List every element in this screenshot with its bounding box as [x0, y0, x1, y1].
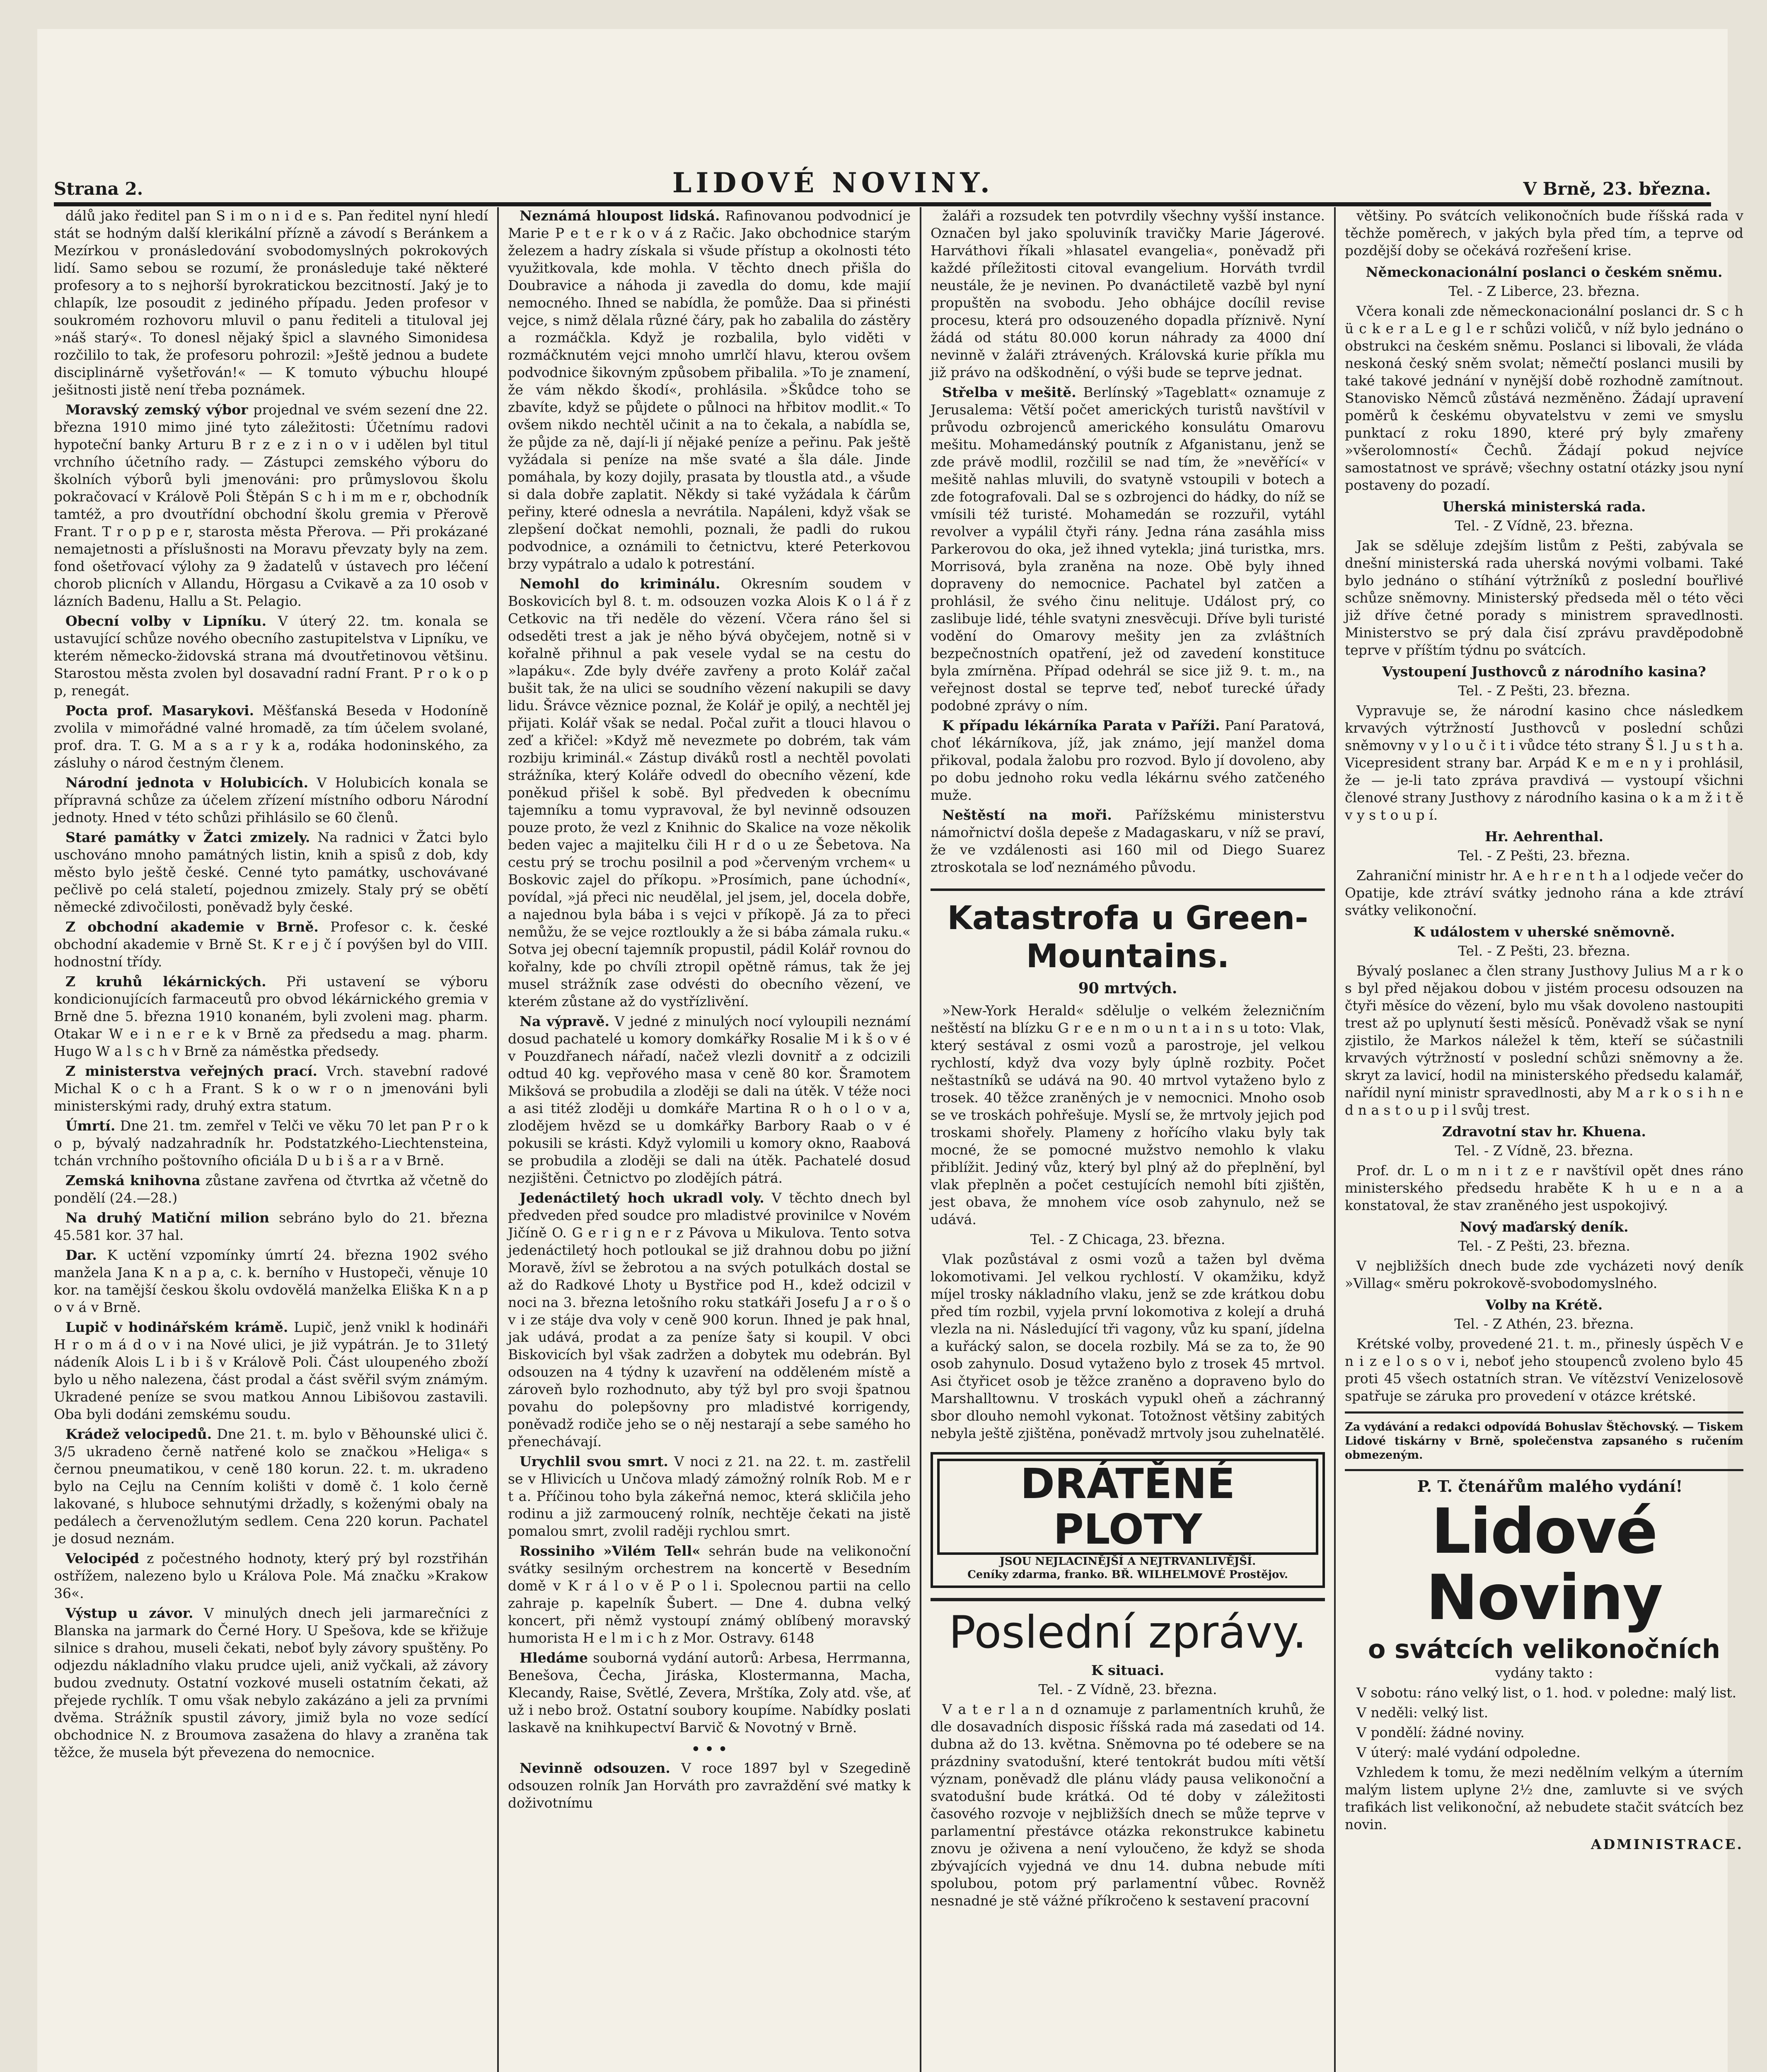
- article-heading: Německonacionální poslanci o českém sněmu.: [1366, 264, 1723, 280]
- article-text: »New-York Herald« sdělulje o velkém železničním neštěstí na blízku G r e e n m o u n t a i n s u toto: Vlak, který sestával z osmi vozů a parostroje, jel velkou rychlostí, když dva vozy byly úplně rozbity. Počet neštastníků se udává na 90. 40 mrtvol vytaženo bylo z trosek. 40 těžce zraněných je v nemocnici. Mnoho osob se ve troskách pohřešuje. Myslí se, že mrtvoly jejich pod troskami shořely. Plameny z hořícího vlaku byly tak mocné, že se pomocné mužstvo nemohlo k vlaku přiblížit. Jediný vůz, který byl plný až do přeplnění, byl vlak přeplněn a počet cestujících nemohl bíti zjištěn, jest obava, že mnohem více osob zahynulo, než se udává.: [931, 1002, 1325, 1227]
- article-text: Berlínský »Tageblatt« oznamuje z Jerusalema: Větší počet amerických turistů navštívil v průvodu ozbrojenců amerického konsulátu Omarovu mešitu. Mohamedánský poutník z Afganistanu, jenž se zde právě modlil, rozčilil se nad tím, že »nevěřící« v mešitě nahlas mluvili, do svatyně vstoupili v botech a zde fotografovali. Dal se s ozbrojenci do hádky, do níž se vmísili též turisté. Mohamedán se rozzuřil, vytáhl revolver a vypálil čtyři rány. Jedna rána zasáhla miss Parkerovou do oka, jež ihned vytekla; jiná turistka, mrs. Morrisová, byla zraněna na noze. Obě byly ihned dopraveny do nemocnice. Pachatel byl zatčen a prohlásil, že svého činu nelituje. Událost prý, co zaslibuje lidé, téhle svatyni znesvěcuji. Dříve byli turisté vodění do Omarovy mešity jen za zvláštních bezpečnostních opatření, jež od zavedení konstituce byla zmírněna. Případ odehrál se sice již 9. t. m., na veřejnost dostal se teprve teď, neboť turecké úřady podobné zprávy o ním.: [931, 384, 1325, 714]
- article-text: Jak se sděluje zdejším listům z Pešti, zabývala se dnešní ministerská rada uherská novými volbami. Také bylo jednáno o stíhání výtržníků z poslední bouřlivé schůze sněmovny. Ministerský předseda měl o této věci již dříve četné porady s ministrem spravedlnosti. Ministerstvo se prý dala čisí zprávu pravděpodobně teprve v příštím týdnu po svátcích.: [1345, 537, 1743, 658]
- article-heading: Vystoupení Justhovců z národního kasina?: [1382, 663, 1706, 680]
- article-text: V noci z 21. na 22. t. m. zastřelil se v Hlivicích u Unčova mladý zámožný rolník Rob. M e r t a. Příčinou toho byla zákeřná nemoc, která skličila jeho rodinu a již zarmoucený rolník, nechtěje čekati na jistě pomalou smrt, zvolil raději rychlou smrt.: [508, 1453, 911, 1539]
- subheadline: K situaci.: [1091, 1662, 1165, 1678]
- article: [508, 1453, 911, 1540]
- article-text: Profesor c. k. české obchodní akademie v Brně St. K r e j č í povýšen byl do VIII. hodnostní třídy.: [54, 919, 488, 970]
- article-text: Při ustavení se výboru kondicionujících farmaceutů pro obvod lékárnického gremia v Brně dne 5. března 1910 konaném, byli zvoleni mag. pharm. Otakar W e i n e r e k v Brně za předsedu a mag. pharm. Hugo W a l s c h v Brně za náměstka předsedy.: [54, 973, 488, 1059]
- newspaper-page: [37, 29, 1743, 2072]
- article: [54, 1172, 488, 1207]
- article-heading: Jedenáctiletý hoch ukradl voly.: [520, 1190, 764, 1206]
- article-text: Vzhledem k tomu, že mezi nedělním velkým a úterním malým listem uplyne 2½ dne, zamluvte si ve svých trafikách list velikonoční, až nebudete stačit svátcích bez novin.: [1345, 1764, 1743, 1832]
- divider: [1345, 1469, 1743, 1471]
- telegram-line: Tel. - Z Vídně, 23. března.: [1455, 1143, 1634, 1159]
- article-text: V a t e r l a n d oznamuje z parlamentních kruhů, že dle dosavadních disposic říšská rada má zasedati od 14. dubna až do 13. května. Sněmovna po té odebere se na prázdniny svatodušní, které tentokrát budou míti větší význam, poněvadž dle plánu vlády pausa velikonoční a svatodušní bude krátká. Od té doby v záležitosti časového rozvoje v nejbližších dnech se může teprve v parlamentní přestávce otázka rekonstrukce kabinetu znovu je oživena a není vyloučeno, že když se shoda zbývajících vyjedná ve dnu 14. dubna nebude míti spolubou, potom prý parlamentní vůbec. Rovněž nesnadné je stě vážné příkročeno k sestavení pracovní: [931, 1701, 1325, 1909]
- article: [54, 1319, 488, 1423]
- article-heading: Zemská knihovna: [65, 1172, 201, 1188]
- article-text: sehrán bude na velikonoční svátky sesilným orchestrem na koncertě v Besedním domě v K r á l o v ě P o l i. Spolecnou partii na cello zahraje p. kapelník Šubert. — Dne 4. dubna velký koncert, při němž vystoupí známý oblíbený moravský humorista H e l m i c h z Mor. Ostravy. 6148: [508, 1543, 911, 1646]
- article-text: Vrch. stavební radové Michal K o c h a Frant. S k o w r o n jmenováni byli ministerskými rady, druhý extra statum.: [54, 1063, 488, 1114]
- article-text: V roce 1897 byl v Szegedině odsouzen rolník Jan Horváth pro zavraždění své matky k doživotnímu: [508, 1760, 911, 1811]
- article: [508, 1013, 911, 1187]
- article-text: většiny. Po svátcích velikonočních bude říšská rada v těchže poměrech, v jakých byla před tím, a teprve od pozdější doby se očekává rozřešení krise.: [1345, 208, 1743, 259]
- article-heading: Krádež velocipedů.: [65, 1426, 212, 1442]
- article-text: V úterý 22. tm. konala se ustavující schůze nového obecního zastupitelstva v Lipníku, ve kterém německo-židovská strana má dvoutřetinovou většinu. Starostou města zvolen byl dosavadní radní Frant. P r o k o p p, renegát.: [54, 613, 488, 699]
- article-text: Zahraniční ministr hr. A e h r e n t h a l odjede večer do Opatije, kde ztráví svátky jednoho rána a kde ztráví svátky velikonoční.: [1345, 867, 1743, 918]
- notice-title-lidove-noviny: Lidové Noviny: [1426, 1496, 1663, 1634]
- article: [54, 1550, 488, 1602]
- article-heading: Národní jednota v Holubicích.: [65, 775, 309, 791]
- imprint: Za vydávání a redakci odpovídá Bohuslav Štěchovský. — Tiskem Lidové tiskárny v Brně, společenstva zapsaného s ručením obmezeným.: [1345, 1421, 1743, 1462]
- article: [54, 401, 488, 610]
- telegram-line: Tel. - Z Liberce, 23. března.: [1448, 283, 1640, 299]
- article: [931, 717, 1325, 804]
- column-2: [497, 207, 920, 2072]
- article-text: souborná vydání autorů: Arbesa, Herrmanna, Benešova, Čecha, Jiráska, Klostermanna, Macha, Klecandy, Raise, Světlé, Zevera, Mrštíka, Zoly atd. vše, ať už i nebo brož. Ostatní soubory koupíme. Nabídky poslati laskavě na knihkupectví Barvič & Novotný v Brně.: [508, 1650, 911, 1736]
- columns: [54, 207, 1743, 2072]
- article-text: Paní Paratová, choť lékárníkova, jíž, jak známo, její manžel doma přikoval, podala žalobu pro rozvod. Bylo jí dovoleno, aby po dobu jednoho roku vedla lékárnu svého zatčeného muže.: [931, 717, 1325, 803]
- column-3: [920, 207, 1334, 2072]
- article-heading: Z ministerstva veřejných prací.: [65, 1063, 317, 1079]
- article-text: Rafinovanou podvodnicí je Marie P e t e r k o v á z Račic. Jako obchodnice starým železem a hadry získala si všude přístup a okolnosti této využitkovala, kde mohla. V těchto dnech přišla do Doubravice a náhoda ji zavedla do domu, kde majií nemocného. Ihned se nabídla, že pomůže. Daa si přinésti vejce, s nimž dělala různé čáry, pak ho zabalila do zástěry a rozmáčkla. Když je rozbalila, bylo viděti v rozmáčknutém vejci mnoho umrlčí hlavu, kterou ovšem podvodnice šikovným způsobem přibalila. »To je znamení, že vám někdo škodí«, prohlásila. »Škůdce toho se zbavíte, když se půjdete o půlnoci na hřbitov modlit.« To ovšem nikdo nechtěl učinit a na to čekala, a nabídla se, že půjde za ně, dají-li jí nějaké peníze a peřinu. Pak ještě vyžádala si peníze na mše svaté a šla dále. Jinde pomáhala, by kozy dojily, prasata by tloustla atd., a všude si dala dobře zaplatit. Někdy si také vyžádala k čárům peřiny, které odnesla a nevrátila. Napáleni, když však se zlepšení dočkat nemohli, poznali, že padli do rukou podvodnice, a oznámili to četnictvu, které Peterkovou brzy vypátralo a udalo k potrestání.: [508, 208, 911, 572]
- article-heading: Pocta prof. Masarykovi.: [65, 702, 254, 719]
- advert-title: DRÁTĚNÉ PLOTY: [937, 1459, 1318, 1555]
- article-heading: Uherská ministerská rada.: [1442, 499, 1646, 515]
- article-heading: Na druhý Matiční milion: [65, 1210, 270, 1226]
- article-heading: K případu lékárníka Parata v Paříži.: [942, 717, 1220, 733]
- article-text: Měšťanská Beseda v Hodoníně zvolila v mimořádné valné hromadě, za tím účelem svolané, prof. dra. T. G. M a s a r y k a, rodáka hodoninského, za zásluhy o národ čestným členem.: [54, 702, 488, 771]
- article-text: Prof. dr. L o m n i t z e r navštívil opět dnes ráno ministerského předsedu hraběte K h u e n a a konstatoval, že stav zraněného jest uspokojivý.: [1345, 1162, 1743, 1213]
- article-heading: Výstup u závor.: [65, 1605, 193, 1621]
- article: [54, 973, 488, 1060]
- divider: [1345, 1411, 1743, 1414]
- article-heading: Zdravotní stav hr. Khuena.: [1442, 1123, 1646, 1140]
- advert-wire-fences: [931, 1452, 1325, 1588]
- article: [508, 575, 911, 1010]
- article-heading: Urychlil svou smrt.: [520, 1453, 668, 1469]
- article-heading: Velocipéd: [65, 1550, 139, 1566]
- issue-date: V Brně, 23. března.: [1523, 179, 1711, 199]
- article-text: Krétské volby, provedené 21. t. m., přinesly úspěch V e n i z e l o s o v i, neboť jeho stoupenců zvoleno bylo 45 proti 45 všech ostatních stran. Ve vítězství Venizelosově spatřuje se záruka pro provedení v otázce krétské.: [1345, 1336, 1743, 1404]
- article-text: Dne 21. tm. zemřel v Telči ve věku 70 let pan P r o k o p, bývalý nadzahradník hr. Podstatzkého-Liechtensteina, tchán vrchního poštovního oficiála D u b i š a r a v Brně.: [54, 1118, 488, 1169]
- article-heading: Nevinně odsouzen.: [520, 1760, 670, 1776]
- telegram-line: Tel. - Z Vídně, 23. března.: [1455, 518, 1634, 534]
- article: [931, 384, 1325, 714]
- article-heading: Volby na Krétě.: [1485, 1297, 1603, 1313]
- masthead: LIDOVÉ NOVINY.: [672, 167, 994, 199]
- article: [54, 1063, 488, 1115]
- page-header: [54, 166, 1711, 206]
- notice-subtitle: o svátcích velikonočních: [1368, 1634, 1721, 1664]
- article-text: V těchto dnech byl předveden před soudce pro mladistvé provinilce v Novém Jičíně O. G e r i g n e r z Pávova u Mikulova. Tento sotva jedenáctiletý hoch potloukal se již drahnou dobu po jižní Moravě, žívl se žebrotou a na svých potulkách dostal se až do Radkové Lhoty u Bystřice pod H., kdež odcizil v noci na 3. března letošního roku statkáři Josefu J a r o š o v i ze stáje dva voly v ceně 900 korun. Ihned je pak hnal, jak udává, prodat a za peníze šaty si koupil. V obci Biskovicích byl však zadržen a dobytek mu odebrán. Byl odsouzen na 4 týdny k uzavření na odděleném místě a zároveň bylo rozhodnuto, aby týž byl pro svoji špatnou povahu do polepšovny pro mladistvé korrigendy, poněvadž rodiče jeho se o něj nestarají a sebe samého ho přenechávají.: [508, 1190, 911, 1450]
- article-text: žaláři a rozsudek ten potvrdily všechny vyšší instance. Označen byl jako spoluviník travičky Marie Jágerové. Harváthovi říkali »hlasatel evangelia«, poněvadž při každé příležitosti citoval evangelium. Horváth tvrdil neustále, že je nevinen. Po dvanáctiletě vazbě byl nyní propuštěn na svobodu. Jeho obhájce docílil revise procesu, která pro odsouzeného dopadla příznivě. Nyní žádá od státu 80.000 korun náhrady za 4000 dní nevinně v žaláři ztrávených. Královská kurie příkla mu již právo na odškodnění, o výši bude se teprve jednat.: [931, 208, 1325, 380]
- article-heading: Obecní volby v Lipníku.: [65, 613, 267, 629]
- notice-intro: vydány takto :: [1495, 1665, 1593, 1681]
- article-heading: Moravský zemský výbor: [65, 402, 248, 418]
- article: [54, 1209, 488, 1244]
- article-heading: Z obchodní akademie v Brně.: [65, 919, 319, 935]
- article: [508, 1760, 911, 1812]
- article: [54, 1247, 488, 1316]
- article: [508, 1189, 911, 1450]
- article-text: Okresním soudem v Boskovicích byl 8. t. m. odsouzen vozka Alois K o l á ř z Cetkovic na tři neděle do vězení. Včera ráno šel si odseděti trest a jak je něho bývá obyčejem, notně si v kořalně přihnul a pak vesele vydal se na cestu do »lapáku«. Zde byly dvéře zavřeny a proto Kolář začal bušit tak, že na ulici se soudního vězení nakupili se davy lidu. Šrávce věznice poznal, že Kolář je opilý, a nechtěl jej přijati. Kolář však se nedal. Počal zuřit a tlouci hlavou o zeď a křičel: »Když mě nevezmete po dobrém, tak vám rozbiju kriminál.« Zástup diváků rostl a nechtěl povolati strážníka, který Koláře odvedl do obecního vězení, kde poněkud přišel k sobě. Byl předveden k obecnímu tajemníku a tomu vypravoval, že byl nevinně odsouzen pouze proto, že vezl z Knihnic do Skalice na voze několik beden vajec a majitelku čili H r d o u ze Šebetova. Na cestu prý se trochu posilnil a pod »červeným vrchem« u Boskovic zajel do příkopu. »Prosímich, pane úchodní«, povídal, »já přeci nic neudělal, jel jsem, jel, docela dobře, a najednou byla bába i s vejci v příkopě. Já za to přeci nemůžu, že se vejce roztloukly a že si bába zámala ruku.« Sotva jej obecní tajemník propustil, pádil Kolář rovnou do kořalny, kde po chvíli ztropil opětně rámus, tak že jej musel strážník zase odvésti do obecního vězení, ve kterém zůstane až do vystřízlivění.: [508, 576, 911, 1009]
- column-1: [54, 207, 497, 2072]
- advert-line: Ceníky zdarma, franko. BŘ. WILHELMOVÉ Prostějov.: [967, 1569, 1288, 1581]
- article-heading: Střelba v mešitě.: [942, 384, 1076, 400]
- article: [54, 702, 488, 772]
- telegram-line: Tel. - Z Chicaga, 23. března.: [1030, 1231, 1226, 1247]
- article-heading: Úmrtí.: [65, 1118, 116, 1134]
- article: [931, 806, 1325, 876]
- article-text: Lupič, jenž vnikl k hodináři H r o m á d o v i na Nové ulici, je již vypátrán. Je to 31letý nádeník Alois L i b i š v Králově Poli. Část uloupeného zboží bylo u něho nalezena, část prodal a část svěřil svým známým. Ukradené peníze se svou matkou Annou Libišovou zastavili. Oba byli dodáni zemskému soudu.: [54, 1319, 488, 1422]
- article-text: Bývalý poslanec a člen strany Justhovy Julius M a r k o s byl před nějakou dobou v jistém procesu odsouzen na čtyři měsíce do vězení, bylo mu však dovoleno nastoupiti trest až po uplynutí šesti měsíců. Poněvadž však se nyní zjistilo, že Markos náležel k těm, kteří se súčastnili krvavých výtržností v poslední schůzi sněmovny a že. skryt za lavicí, hodil na ministerského předsedu kalamář, nařídil nyní ministr spravedlnosti, aby M a r k o s i h n e d n a s t o u p i l svůj trest.: [1345, 963, 1743, 1118]
- article-text: K uctění vzpomínky úmrtí 24. března 1902 svého manžela Jana K n a p a, c. k. berního v Hustopeči, věnuje 10 kor. na tamější českou školu ovdovělá manželka Eliška K n a p o v á v Brně.: [54, 1247, 488, 1315]
- article: [54, 1426, 488, 1547]
- article-text: sebráno bylo do 21. března 45.581 kor. 37 hal.: [54, 1210, 488, 1243]
- telegram-line: Tel. - Z Athén, 23. března.: [1454, 1316, 1634, 1332]
- article-text: Vlak pozůstával z osmi vozů a tažen byl dvěma lokomotivami. Jel velkou rychlostí. V okamžiku, když míjel trosky nákladního vlaku, jenž se zde krátkou dobu před tím rozbil, vyjela první lokomotiva z kolejí a druhá vlezla na ni. Následující tři vagony, vůz ku spaní, jídelna a kuřácký salon, se docela rozbily. Má se za to, že 90 osob zahynulo. Dosud vytaženo bylo z trosek 45 mrtvol. Asi čtyřicet osob je těžce zraněno a dopraveno bylo do Marshalltownu. V troskách vypukl oheň a záchranný sbor dlouho nemohl vykonat. Totožnost většiny zabitých nebyla ještě zjištěna, poněvadž mrtvoly jsou zuhelnatělé.: [931, 1251, 1325, 1441]
- article: [54, 918, 488, 971]
- article-heading: Rossiniho »Vilém Tell«: [520, 1543, 701, 1559]
- telegram-line: Tel. - Z Pešti, 23. března.: [1458, 943, 1630, 959]
- article-text: Dne 21. t. m. bylo v Běhounské ulici č. 3/5 ukradeno černě natřené kolo se značkou »Heliga« s černou pneumatikou, v ceně 180 korun. 22. t. m. ukradeno bylo na Cejlu na Cenním kolišti v domě č. 1 kolo černě lakované, s hluboce sehnutými držadly, s koženými obaly na pedálech a červenožlutým sedlem. Cena 220 korun. Pachatel je dosud neznám.: [54, 1426, 488, 1547]
- telegram-line: Tel. - Z Vídně, 23. března.: [1038, 1681, 1217, 1697]
- article-text: Pařížskému ministerstvu námořnictví došla depeše z Madagaskaru, v níž se praví, že ve vzdálenosti asi 160 mil od Diego Suarez ztroskotala se loď neznámého původu.: [931, 807, 1325, 875]
- article-heading: Staré památky v Žatci zmizely.: [65, 829, 310, 845]
- article-text: z počestného hodnoty, který prý byl rozstřihán ostřížem, nalezeno bylo u Králova Pole. Má značku »Krakow 36«.: [54, 1550, 488, 1601]
- article-text: zůstane zavřena od čtvrtka až včetně do pondělí (24.—28.): [54, 1172, 488, 1206]
- administration-signature: ADMINISTRACE.: [1591, 1836, 1743, 1852]
- article-heading: Nový maďarský deník.: [1460, 1219, 1629, 1235]
- article: [54, 774, 488, 826]
- article-heading: Z kruhů lékárnických.: [65, 973, 266, 990]
- article: [508, 207, 911, 573]
- article: [54, 1605, 488, 1761]
- article-text: dálů jako ředitel pan S i m o n i d e s. Pan ředitel nyní hledí stát se hodným další klerikální přízně a závodí s Beránkem a Mezírkou v pronásledování svobodomyslných pokrokových lidí. Samo sebou se rozumí, že pronásleduje také některé profesory a to s nejhorší byrokratickou bezcitností. Jaký je to chlapík, lze posoudit z jediného případu. Jeden profesor v soukromém rozhovoru mluvil o panu řediteli a tituloval jej »náš starý«. To donesl nějaký špicl a slavného Simonidesa rozčililo to tak, že profesoru pohrozil: »Ještě jednou a budete disciplinárně vyšetřován!« — K tomuto výbuchu hloupé ješitnosti jistě není třeba poznámek.: [54, 208, 488, 398]
- telegram-line: Tel. - Z Pešti, 23. března.: [1458, 1238, 1630, 1254]
- article: [54, 612, 488, 700]
- headline-katastrofa: Katastrofa u Green-Mountains.: [931, 888, 1325, 975]
- column-4: [1334, 207, 1752, 2072]
- article: [54, 1117, 488, 1169]
- article-heading: Neštěstí na moři.: [942, 807, 1112, 823]
- article-text: V jedné z minulých nocí vyloupili neznámí dosud pachatelé u komory domkářky Rosalie M i k š o v é v Pouzdřanech nářadí, načež vlezli dovnitř a z odcizili odtud 40 kg. vepřového masa v ceně 80 kor. Šramotem Mikšová se probudila a zloději se dali na útěk. V téže noci a asi titéž zloději u domkáře Martina R o h o l o v a, zlodějem hvězd se u domkářky Barbory Raab o v é pokusili se krásti. Když vylomili u komory okno, Raabová se probudila a zloději se dali na útěk. Pachatelé dosud nezjištěni. Četnictvo po zlodějích pátrá.: [508, 1013, 911, 1186]
- article-heading: K událostem v uherské sněmovně.: [1413, 924, 1675, 940]
- article-heading: Hledáme: [520, 1650, 588, 1666]
- article-heading: Na výpravě.: [520, 1013, 609, 1029]
- article-text: projednal ve svém sezení dne 22. března 1910 mimo jiné tyto záležitosti: Účetnímu radovi hypoteční banky Arturu B r z e z i n o v i udělen byl titul vrchního účetního rady. — Zástupci zemského výboru do školních výborů byli jmenováni: pro průmyslovou školu pokračovací v Králově Poli Štěpán S c h i m m e r, obchodník tamtéž, a pro dvoutřídní obchodní školu gremia v Přerově Frant. T r o p p e r, starosta města Přerova. — Při prokázané nemajetnosti a příslušnosti na Moravu převzaty byly na zem. fond ošetřovací výlohy za 9 žadatelů v ústavech pro léčení chorob plicních v Allandu, Hörgasu a Cvikavě a za 10 osob v lázních Badenu, Hallu a St. Pelagio.: [54, 402, 488, 609]
- schedule-item: V pondělí: žádné noviny.: [1356, 1724, 1525, 1740]
- notice-heading: P. T. čtenářům malého vydání!: [1417, 1477, 1683, 1496]
- section-title-latest-news: Poslední zprávy.: [931, 1598, 1325, 1658]
- article-heading: Hr. Aehrenthal.: [1484, 828, 1604, 845]
- article-heading: Nemohl do kriminálu.: [520, 576, 720, 592]
- page-number: Strana 2.: [54, 179, 143, 199]
- subheadline: 90 mrtvých.: [1078, 980, 1177, 997]
- article: [508, 1649, 911, 1736]
- article: [508, 1542, 911, 1647]
- article-heading: Dar.: [65, 1247, 97, 1263]
- schedule-item: V neděli: velký list.: [1356, 1704, 1489, 1721]
- telegram-line: Tel. - Z Pešti, 23. března.: [1458, 847, 1630, 864]
- article-text: Vypravuje se, že národní kasino chce následkem krvavých výtržností Justhovců v poslední schůzi sněmovny v y l o u č i t i vůdce této strany Š l. J u s t h a. Vicepresident strany bar. Arpád K e m e n y i prohlásil, že — je-li tato zpráva pravdivá — vystoupí všichni členové strany Justhovy z národního kasina o k a m ž i t ě v y s t o u p í.: [1345, 702, 1743, 823]
- article-text: V nejbližších dnech bude zde vycházeti nový deník »Villag« směru pokrokově-svobodomyslného.: [1345, 1258, 1743, 1291]
- article-text: V minulých dnech jeli jarmarečníci z Blanska na jarmark do Černé Hory. U Spešova, kde se křižuje silnice s drahou, museli čekati, neboť byly závory spuštěny. Po odjezdu nákladního vlaku prudce ujeli, aniž vyčkali, až závory budou zvednuty. Ostatní vozkové museli ostatním čekati, až přejede rychlík. T omu však nebylo zakázáno a jeli za prvními dvěma. Strážník spustil závory, jimiž byla no voze sedící obchodnice N. z Broumova zasažena do hlavy a zraněna tak těžce, že musela být převezena do nemocnice.: [54, 1605, 488, 1760]
- telegram-line: Tel. - Z Pešti, 23. března.: [1458, 683, 1630, 699]
- article-text: Včera konali zde německonacionální poslanci dr. S c h ü c k e r a L e g l e r schůzi voličů, v níž bylo jednáno o obstrukci na českém sněmu. Poslanci si libovali, že vláda neskoná český sněm svolat; němečtí poslanci musili by také takové jednání v nynější době rozhodně zamítnout. Stanovisko Němců zůstává nezměněno. Žádají upravení poměrů k českému obyvatelstvu v zemi ve smyslu punktací z roku 1890, které prý byly zmařeny »všerolomností« Čechů. Žádají pokud nejvíce samostatnost ve správě; všechny ostatní otázky jsou nyní postaveny do pozadí.: [1345, 303, 1743, 493]
- article-text: Na radnici v Žatci bylo uschováno mnoho památných listin, knih a spisů z dob, kdy město bylo ještě české. Cenné tyto památky, uschovávané pečlivě po celá staletí, pojednou zmizely. Staly prý se obětí německé zdivočilosti, poněvadž byly české.: [54, 829, 488, 915]
- schedule-item: V sobotu: ráno velký list, o 1. hod. v poledne: malý list.: [1356, 1685, 1737, 1701]
- advert-line: JSOU NEJLACINĚJŠÍ A NEJTRVANLIVĚJŠÍ.: [999, 1555, 1256, 1568]
- article-heading: Neznámá hloupost lidská.: [520, 208, 720, 224]
- separator-dots: • • •: [691, 1741, 728, 1757]
- article: [54, 829, 488, 916]
- schedule-item: V úterý: malé vydání odpoledne.: [1356, 1744, 1581, 1760]
- article-text: V Holubicích konala se přípravná schůze za účelem zřízení místního odboru Národní jednoty. Hned v této schůzi přihlásilo se 60 členů.: [54, 775, 488, 825]
- article-heading: Lupič v hodinářském krámě.: [65, 1319, 288, 1335]
